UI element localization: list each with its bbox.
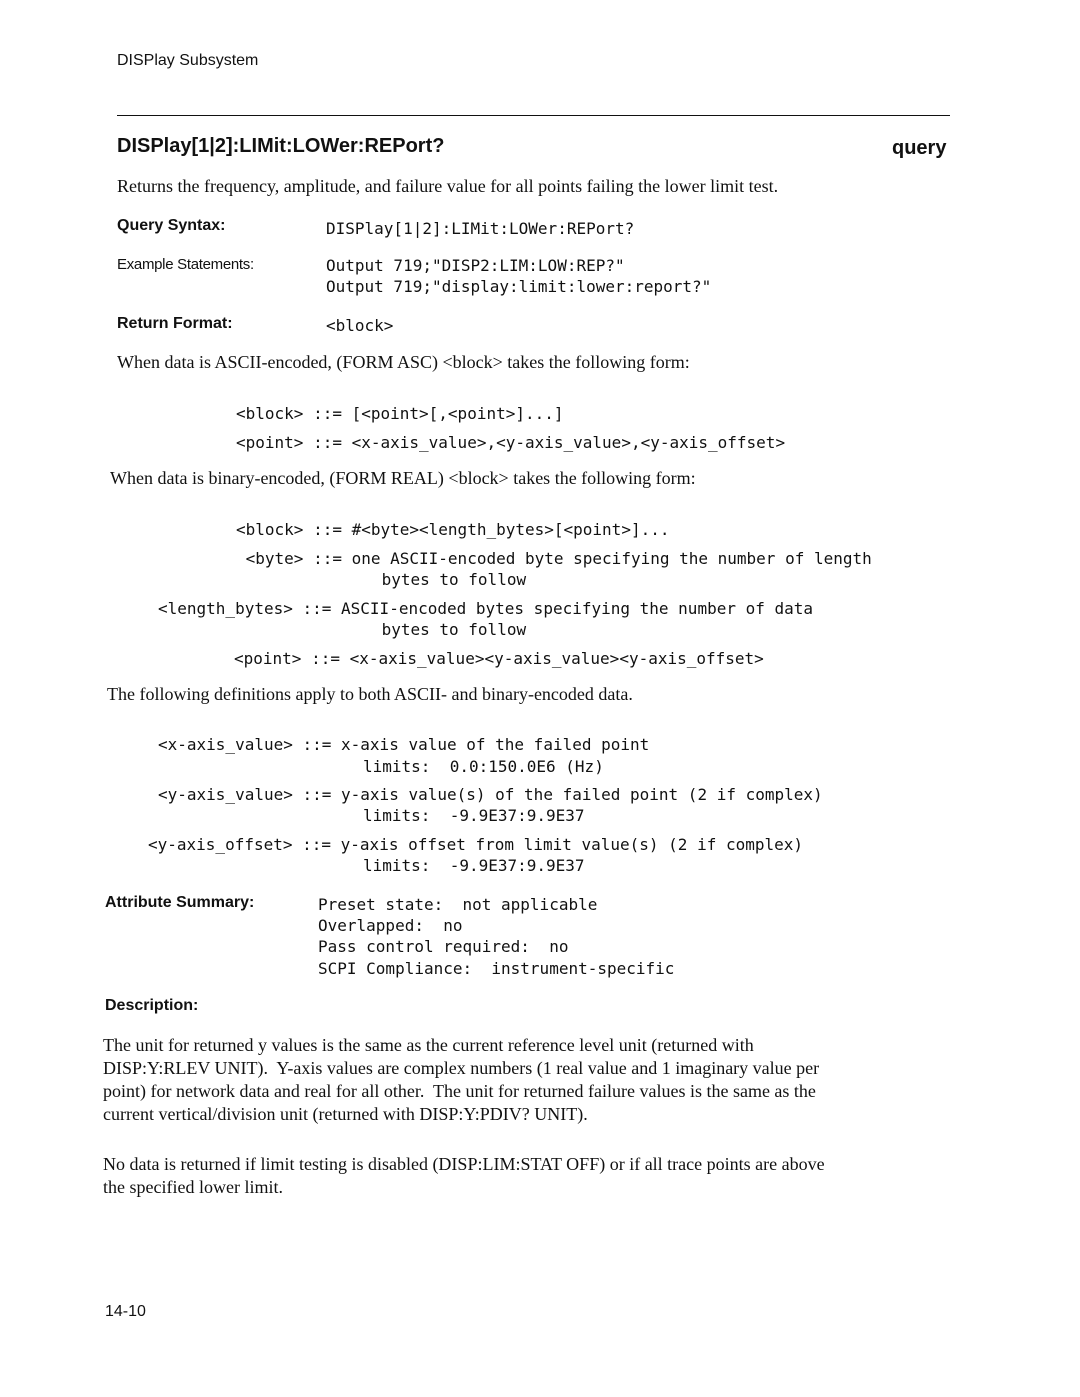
- grammar-line: bytes to follow: [266, 570, 527, 589]
- running-head: DISPlay Subsystem: [117, 52, 259, 69]
- grammar-line: <point> ::= <x-axis_value>,<y-axis_value>,<y-axis_offset>: [236, 433, 786, 452]
- attribute-summary-label: Attribute Summary:: [105, 894, 255, 911]
- page-number: 14-10: [105, 1303, 146, 1320]
- definitions-intro: The following definitions apply to both ASCII- and binary-encoded data.: [107, 684, 633, 704]
- grammar-line: <point> ::= <x-axis_value><y-axis_value><y-axis_offset>: [234, 649, 764, 668]
- description-paragraph-line: No data is returned if limit testing is disabled (DISP:LIM:STAT OFF) or if all trace points are above: [103, 1154, 825, 1174]
- attribute-line: Overlapped: no: [318, 916, 463, 935]
- description-paragraph-line: point) for network data and real for all other. The unit for returned failure values is the same as the: [103, 1081, 816, 1101]
- definition-limits: limits: 0.0:150.0E6 (Hz): [363, 757, 604, 776]
- description-paragraph-line: current vertical/division unit (returned with DISP:Y:PDIV? UNIT).: [103, 1104, 588, 1124]
- attribute-line: SCPI Compliance: instrument-specific: [318, 959, 675, 978]
- description-label: Description:: [105, 997, 199, 1014]
- grammar-line: <block> ::= [<point>[,<point>]...]: [236, 404, 564, 423]
- command-title: DISPlay[1|2]:LIMit:LOWer:REPort?: [117, 135, 445, 157]
- description-paragraph-line: DISP:Y:RLEV UNIT). Y-axis values are complex numbers (1 real value and 1 imaginary value per: [103, 1058, 820, 1078]
- ascii-intro: When data is ASCII-encoded, (FORM ASC) <block> takes the following form:: [117, 352, 690, 372]
- query-syntax-value: DISPlay[1|2]:LIMit:LOWer:REPort?: [326, 219, 635, 238]
- return-format-value: <block>: [326, 316, 394, 335]
- attribute-line: Pass control required: no: [318, 937, 569, 956]
- grammar-line: <length_bytes> ::= ASCII-encoded bytes specifying the number of data: [158, 599, 814, 618]
- definition-line: <y-axis_offset> ::= y-axis offset from limit value(s) (2 if complex): [148, 835, 804, 854]
- grammar-line: <byte> ::= one ASCII-encoded byte specifying the number of length: [236, 549, 872, 568]
- return-format-label: Return Format:: [117, 315, 233, 332]
- grammar-line: bytes to follow: [266, 620, 527, 639]
- definition-limits: limits: -9.9E37:9.9E37: [363, 856, 585, 875]
- header-rule: [117, 115, 950, 116]
- binary-intro: When data is binary-encoded, (FORM REAL) <block> takes the following form:: [110, 468, 696, 488]
- attribute-line: Preset state: not applicable: [318, 895, 598, 914]
- example-statement-line: Output 719;"display:limit:lower:report?": [326, 277, 712, 296]
- query-syntax-label: Query Syntax:: [117, 217, 226, 234]
- example-statements-label: Example Statements:: [117, 256, 254, 273]
- description-paragraph-line: the specified lower limit.: [103, 1177, 283, 1197]
- example-statement-line: Output 719;"DISP2:LIM:LOW:REP?": [326, 256, 625, 275]
- description-paragraph-line: The unit for returned y values is the same as the current reference level unit (returned with: [103, 1035, 754, 1055]
- grammar-line: <block> ::= #<byte><length_bytes>[<point>]...: [236, 520, 670, 539]
- command-type-tag: query: [892, 137, 947, 159]
- definition-line: <x-axis_value> ::= x-axis value of the failed point: [158, 735, 650, 754]
- definition-limits: limits: -9.9E37:9.9E37: [363, 806, 585, 825]
- definition-line: <y-axis_value> ::= y-axis value(s) of the failed point (2 if complex): [158, 785, 823, 804]
- command-summary: Returns the frequency, amplitude, and failure value for all points failing the lower limit test.: [117, 176, 779, 196]
